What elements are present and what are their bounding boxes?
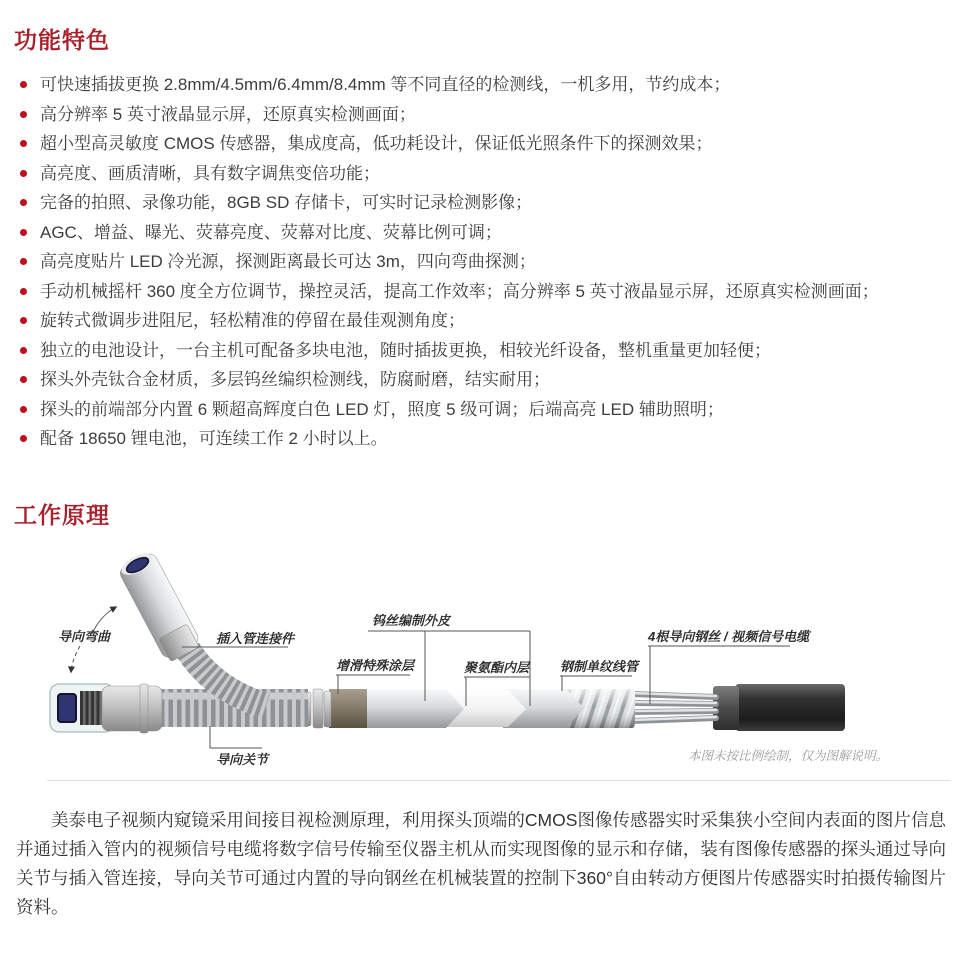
bullet-icon (20, 229, 27, 236)
video-cable-graphic (713, 684, 845, 731)
outer-braid-a-graphic (363, 689, 464, 728)
bullet-icon (20, 199, 27, 206)
feature-item (0, 129, 948, 159)
feature-text: 超小型高灵敏度 CMOS 传感器，集成度高，低功耗设计，保证低光照条件下的探测效果； (40, 134, 713, 153)
principle-paragraph: 美泰电子视频内窥镜采用间接目视检测原理，利用探头顶端的CMOS图像传感器实时采集狭小空间内表面的图片信息并通过插入管内的视频信号电缆将数字信号传输至仪器主机从而实现图像的显示和存储，装有图像传感器的探头通过导向关节与插入管连接，导向关节可通过内置的导向钢丝在机械装置的控制下360°自由转动方便图片传感器实时拍摄传输图片资料。 (16, 809, 946, 917)
feature-item (0, 277, 948, 307)
label-connector: 插入管连接件 (216, 630, 295, 646)
bullet-icon (20, 140, 27, 147)
borescope-diagram (0, 534, 960, 780)
feature-text: 旋转式微调步进阻尼，轻松精准的停留在最佳观测角度； (40, 311, 465, 330)
feature-item (0, 188, 948, 218)
coating-graphic (329, 689, 367, 728)
section-divider (47, 780, 950, 781)
feature-item (0, 159, 948, 189)
feature-item (0, 100, 948, 130)
label-braid-skin: 钨丝编制外皮 (372, 612, 451, 628)
label-bend: 导向弯曲 (58, 628, 111, 644)
borescope-diagram-svg (0, 534, 960, 780)
feature-text: 完备的拍照、录像功能，8GB SD 存储卡，可实时记录检测影像； (40, 193, 533, 212)
feature-item (0, 424, 948, 454)
label-spiral-tube: 钢制单纹线管 (560, 658, 639, 674)
bullet-icon (20, 376, 27, 383)
diagram-scale-note: 本图未按比例绘制，仅为图解说明。 (688, 748, 889, 763)
bullet-icon (20, 81, 27, 88)
feature-item (0, 247, 948, 277)
feature-item (0, 306, 948, 336)
principle-heading: 工作原理 (14, 501, 110, 528)
bullet-icon (20, 406, 27, 413)
feature-text: 可快速插拔更换 2.8mm/4.5mm/6.4mm/8.4mm 等不同直径的检测线，一机多用，节约成本； (40, 75, 731, 94)
bullet-icon (20, 111, 27, 118)
bent-probe-graphic (116, 547, 203, 663)
bullet-icon (20, 317, 27, 324)
feature-item (0, 395, 948, 425)
feature-text: 探头外壳钛合金材质，多层钨丝编织检测线，防腐耐磨，结实耐用； (40, 370, 550, 389)
features-list (0, 70, 960, 454)
feature-item (0, 218, 948, 248)
feature-text: 高分辨率 5 英寸液晶显示屏，还原真实检测画面； (40, 104, 416, 124)
feature-text: 配备 18650 锂电池，可连续工作 2 小时以上。 (40, 429, 388, 448)
feature-item (0, 70, 948, 100)
label-coating: 增滑特殊涂层 (336, 657, 415, 673)
label-inner-layer: 聚氨酯内层 (464, 659, 530, 675)
guide-wires-graphic (630, 693, 716, 721)
feature-text: 高亮度贴片 LED 冷光源，探测距离最长可达 3m，四向弯曲探测； (40, 252, 536, 271)
feature-text: 探头的前端部分内置 6 颗超高辉度白色 LED 灯，照度 5 级可调；后端高亮 LED 辅助照明； (40, 399, 724, 419)
feature-item (0, 365, 948, 395)
bullet-icon (20, 170, 27, 177)
bullet-icon (20, 435, 27, 442)
feature-text: AGC、增益、曝光、荧幕亮度、荧幕对比度、荧幕比例可调； (40, 222, 502, 242)
label-joint: 导向关节 (216, 751, 269, 767)
bullet-icon (20, 258, 27, 265)
label-wires: 4根导向钢丝 / 视频信号电缆 (648, 628, 810, 644)
feature-text: 高亮度、画质清晰，具有数字调焦变倍功能； (40, 163, 380, 183)
feature-text: 独立的电池设计，一台主机可配备多块电池，随时插拔更换，相较光纤设备，整机重量更加轻便； (40, 340, 771, 360)
bullet-icon (20, 288, 27, 295)
feature-text: 手动机械摇杆 360 度全方位调节，操控灵活，提高工作效率；高分辨率 5 英寸液晶显示屏，还原真实检测画面； (40, 281, 879, 301)
bullet-icon (20, 347, 27, 354)
feature-item (0, 336, 948, 366)
features-heading: 功能特色 (14, 27, 110, 53)
probe-head-graphic (50, 684, 162, 733)
